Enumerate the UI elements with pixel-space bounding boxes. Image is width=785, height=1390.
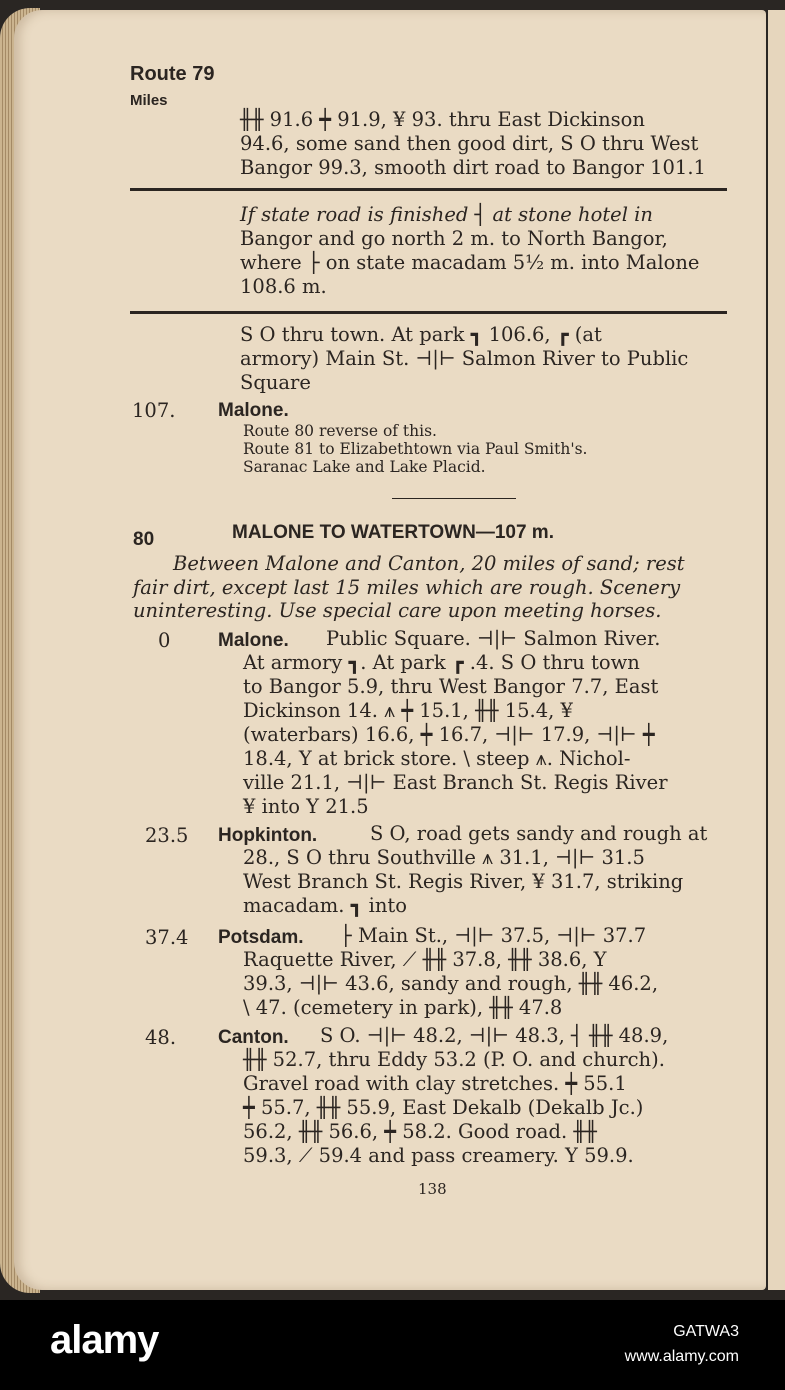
facing-page-edge xyxy=(768,10,785,1290)
text-line: to Bangor 5.9, thru West Bangor 7.7, East xyxy=(243,675,659,698)
text-line: Bangor and go north 2 m. to North Bangor, xyxy=(240,227,668,250)
route-number: 80 xyxy=(133,529,155,550)
text-line: armory) Main St. ⊣|⊢ Salmon River to Public xyxy=(240,347,689,370)
text-line: 108.6 m. xyxy=(240,275,327,298)
text-line: S O. ⊣|⊢ 48.2, ⊣|⊢ 48.3, ┤ ╫╫ 48.9, xyxy=(320,1024,669,1047)
mile-marker: 23.5 xyxy=(145,824,189,847)
text-line: 28., S O thru Southville ⩚ 31.1, ⊣|⊢ 31.5 xyxy=(243,846,645,869)
text-line: \ 47. (cemetery in park), ╫╫ 47.8 xyxy=(243,996,563,1019)
intro-line: uninteresting. Use special care upon meeting horses. xyxy=(133,599,662,622)
route-header: Route 79 xyxy=(130,63,215,85)
section-rule xyxy=(130,311,727,314)
route-note: Route 81 to Elizabethtown via Paul Smith's. xyxy=(243,440,588,458)
place-name: Malone. xyxy=(218,400,289,421)
text-line: 59.3, ⟋ 59.4 and pass creamery. Y 59.9. xyxy=(243,1144,634,1167)
page-number: 138 xyxy=(418,1180,447,1198)
text-line: Bangor 99.3, smooth dirt road to Bangor 101.1 xyxy=(240,156,706,179)
text-line: If state road is finished ┤ at stone hotel in xyxy=(240,203,653,226)
place-name: Malone. xyxy=(218,630,289,651)
text-line: ville 21.1, ⊣|⊢ East Branch St. Regis River xyxy=(243,771,668,794)
section-rule xyxy=(130,188,727,191)
miles-label: Miles xyxy=(130,92,168,109)
text-line: macadam. ┓ into xyxy=(243,894,407,917)
text-line: ┿ 55.7, ╫╫ 55.9, East Dekalb (Dekalb Jc.) xyxy=(243,1096,644,1119)
mile-marker: 37.4 xyxy=(145,926,189,949)
intro-line: fair dirt, except last 15 miles which are rough. Scenery xyxy=(133,576,681,599)
mile-marker: 107. xyxy=(132,399,176,422)
text-line: ├ Main St., ⊣|⊢ 37.5, ⊣|⊢ 37.7 xyxy=(340,924,647,947)
stock-id: GATWA3 xyxy=(673,1323,739,1340)
mile-marker: 0 xyxy=(158,629,171,652)
text-line: S O thru town. At park ┓ 106.6, ┏ (at xyxy=(240,323,602,346)
alamy-url: www.alamy.com xyxy=(624,1348,739,1365)
text-line: 39.3, ⊣|⊢ 43.6, sandy and rough, ╫╫ 46.2, xyxy=(243,972,659,995)
route-note: Route 80 reverse of this. xyxy=(243,422,437,440)
text-line: Dickinson 14. ⩚ ┿ 15.1, ╫╫ 15.4, ¥ xyxy=(243,699,573,722)
alamy-logo: alamy xyxy=(50,1318,159,1362)
text-line: 56.2, ╫╫ 56.6, ┿ 58.2. Good road. ╫╫ xyxy=(243,1120,597,1143)
text-line: 94.6, some sand then good dirt, S O thru West xyxy=(240,132,699,155)
text-line: S O, road gets sandy and rough at xyxy=(370,822,708,845)
route-note: Saranac Lake and Lake Placid. xyxy=(243,458,486,476)
text-line: ╫╫ 91.6 ┿ 91.9, ¥ 93. thru East Dickinson xyxy=(240,108,645,131)
place-name: Canton. xyxy=(218,1027,289,1048)
text-line: West Branch St. Regis River, ¥ 31.7, striking xyxy=(243,870,684,893)
divider xyxy=(392,498,516,499)
text-line: Gravel road with clay stretches. ┿ 55.1 xyxy=(243,1072,627,1095)
text-line: (waterbars) 16.6, ┿ 16.7, ⊣|⊢ 17.9, ⊣|⊢ ┿ xyxy=(243,723,655,746)
intro-line: Between Malone and Canton, 20 miles of sand; rest xyxy=(173,552,685,575)
text-line: ¥ into Y 21.5 xyxy=(243,795,369,818)
text-line: At armory ┓. At park ┏ .4. S O thru town xyxy=(243,651,640,674)
place-name: Hopkinton. xyxy=(218,825,318,846)
mile-marker: 48. xyxy=(145,1026,177,1049)
text-line: ╫╫ 52.7, thru Eddy 53.2 (P. O. and church). xyxy=(243,1048,665,1071)
text-line: where ├ on state macadam 5½ m. into Malone xyxy=(240,251,700,274)
route-title: MALONE TO WATERTOWN—107 m. xyxy=(232,522,554,543)
text-line: 18.4, Y at brick store. \ steep ⩚. Nichol- xyxy=(243,747,631,770)
place-name: Potsdam. xyxy=(218,927,304,948)
text-line: Raquette River, ⟋ ╫╫ 37.8, ╫╫ 38.6, Y xyxy=(243,948,607,971)
text-line: Public Square. ⊣|⊢ Salmon River. xyxy=(326,627,661,650)
text-line: Square xyxy=(240,371,311,394)
